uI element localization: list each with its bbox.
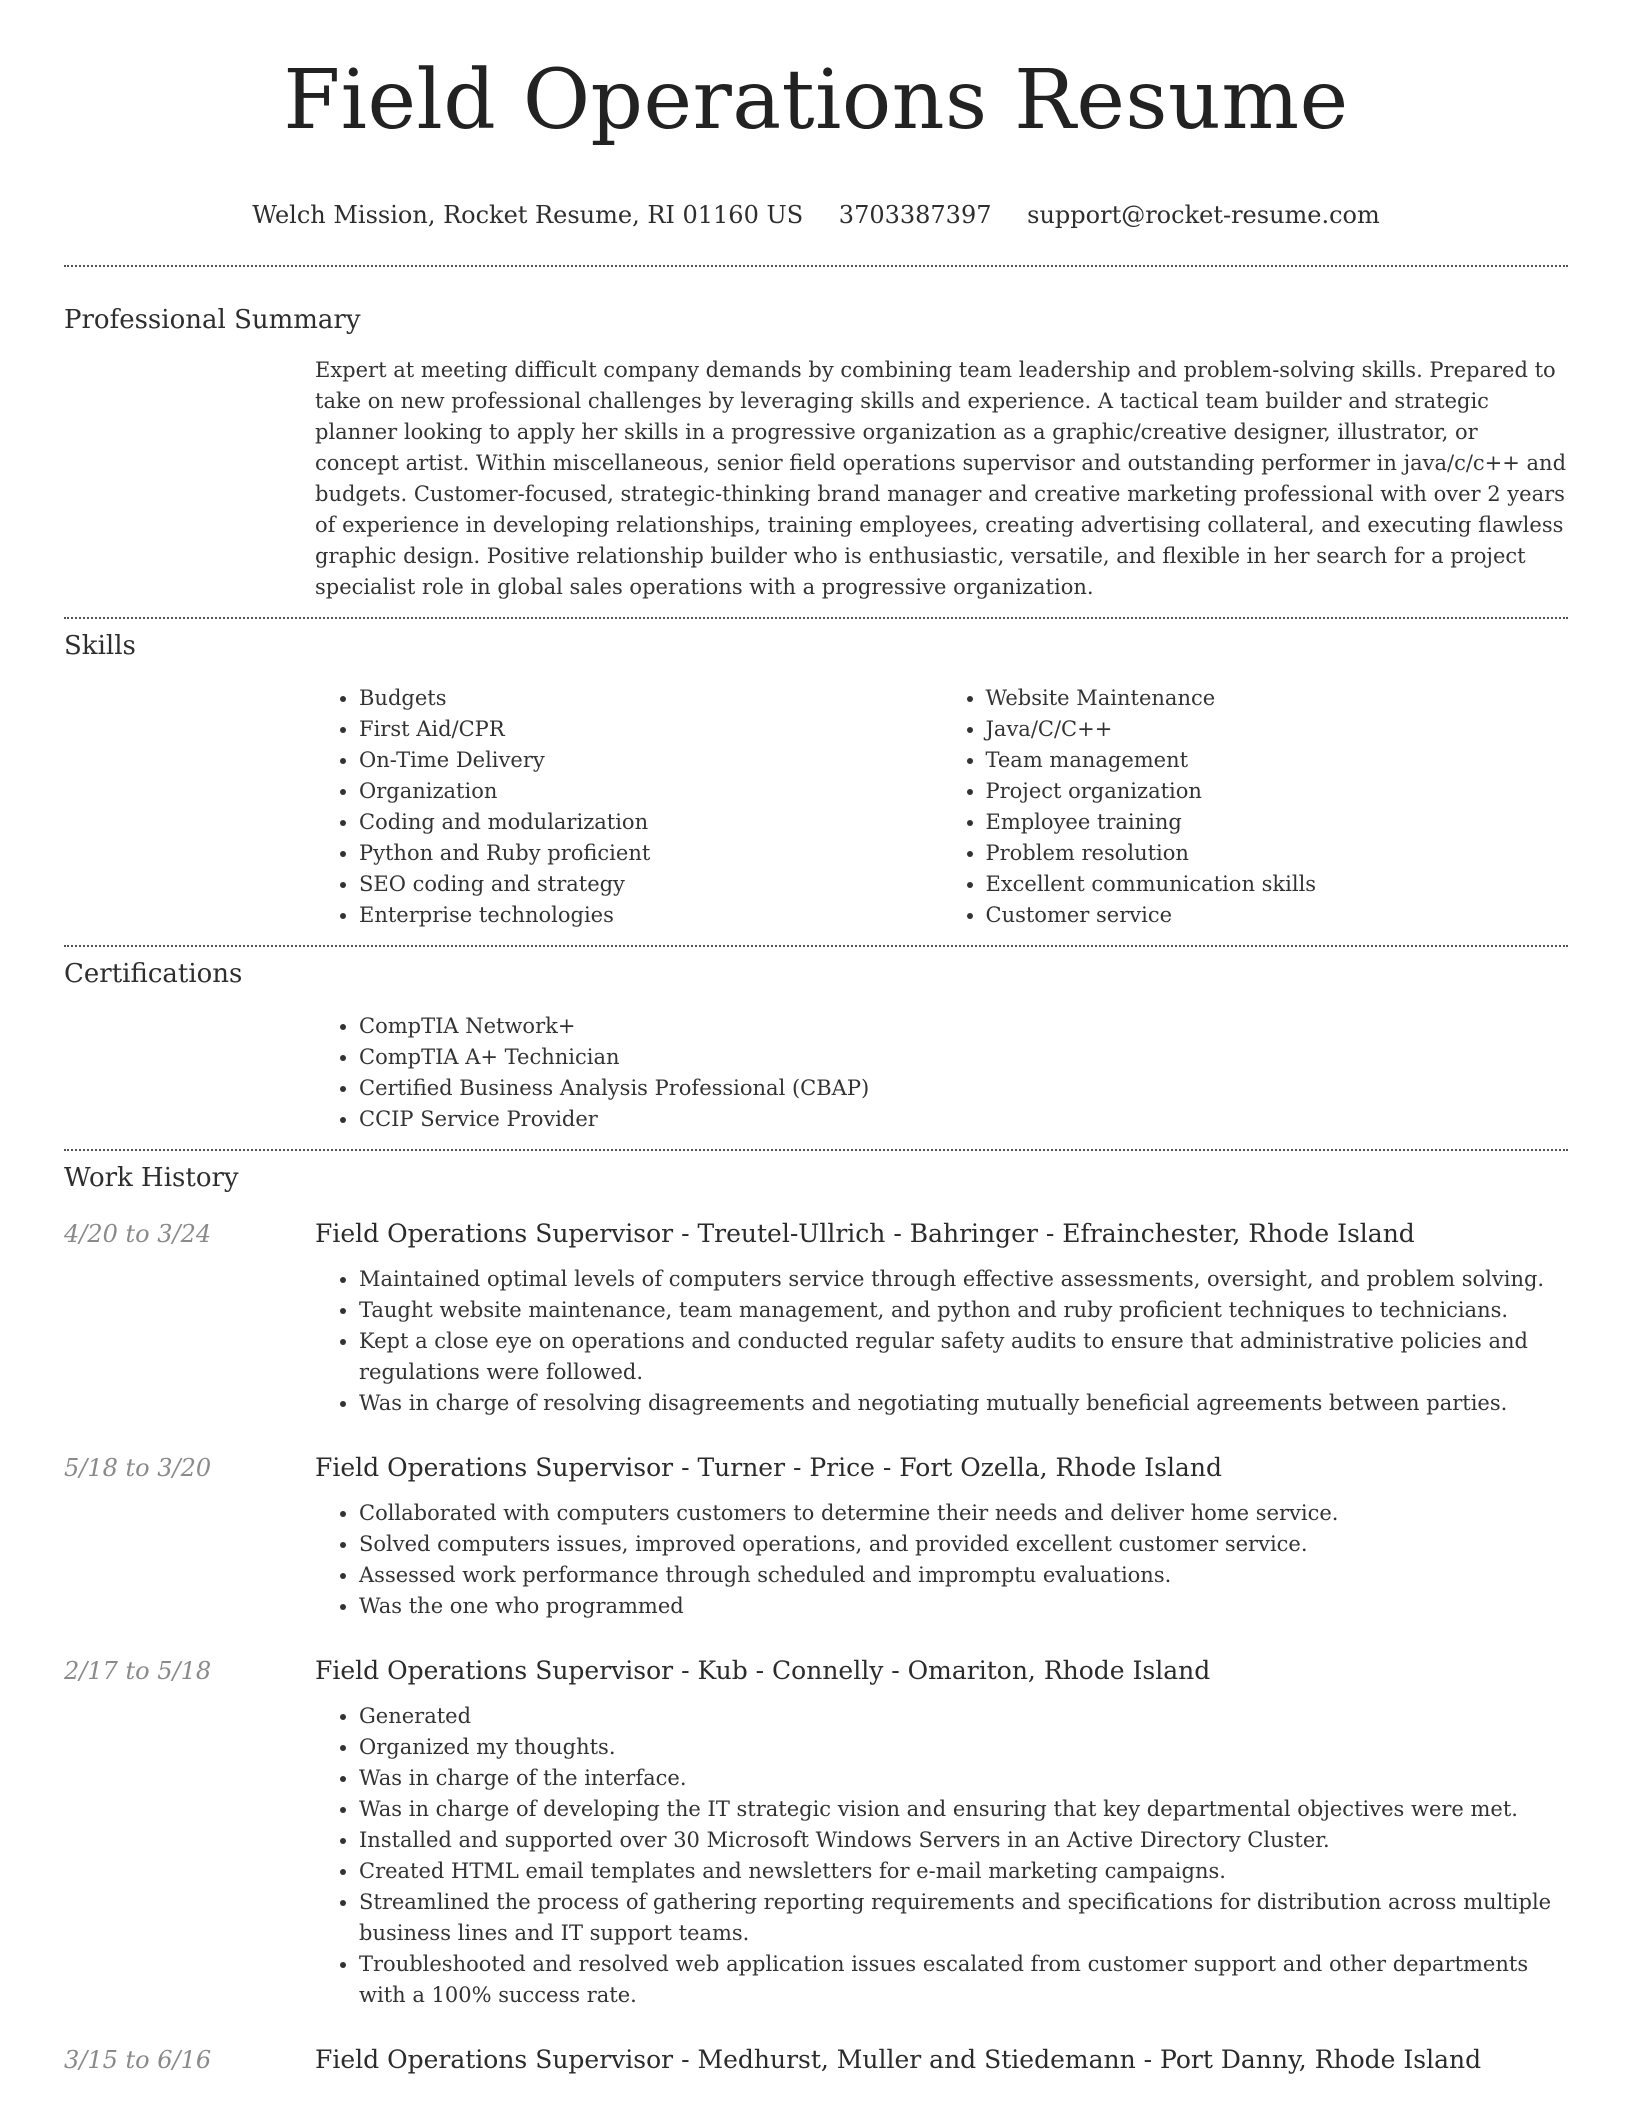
job-entry	[64, 1656, 1568, 2011]
job-header	[64, 2045, 1568, 2074]
job-title: Field Operations Supervisor - Turner - Price - Fort Ozella, Rhode Island	[315, 1452, 1222, 1482]
certification-item: • CCIP Service Provider	[359, 1104, 1568, 1135]
certification-item: • CompTIA A+ Technician	[359, 1042, 1568, 1073]
job-bullet: • Troubleshooted and resolved web application issues escalated from customer support and other departments with a 100% success rate.	[359, 1949, 1568, 2011]
job-bullet: • Collaborated with computers customers to determine their needs and deliver home service.	[359, 1498, 1568, 1529]
skills-heading: Skills	[64, 630, 136, 661]
work-history-heading: Work History	[64, 1162, 239, 1193]
job-bullet: • Was in charge of the interface.	[359, 1763, 1568, 1794]
contact-address: Welch Mission, Rocket Resume, RI 01160 US	[252, 200, 804, 229]
job-entry	[64, 1453, 1568, 1622]
job-bullet: • Installed and supported over 30 Microsoft Windows Servers in an Active Directory Cluster.	[359, 1825, 1568, 1856]
job-dates: 3/15 to 6/16	[64, 2045, 212, 2074]
summary-section	[64, 305, 1568, 603]
skills-list-left	[315, 683, 942, 931]
job-bullet: • Taught website maintenance, team management, and python and ruby proficient techniques to technicians.	[359, 1295, 1568, 1326]
divider	[64, 617, 1568, 619]
skill-item: • First Aid/CPR	[359, 714, 942, 745]
skill-item: • Problem resolution	[986, 838, 1569, 869]
job-header	[64, 1656, 1568, 1685]
job-bullet: • Assessed work performance through scheduled and impromptu evaluations.	[359, 1560, 1568, 1591]
skill-item: • Employee training	[986, 807, 1569, 838]
job-entry	[64, 1219, 1568, 1419]
skill-item: • Java/C/C++	[986, 714, 1569, 745]
skill-item: • Customer service	[986, 900, 1569, 931]
skill-item: • Organization	[359, 776, 942, 807]
contact-line	[64, 201, 1568, 229]
contact-phone: 3703387397	[838, 200, 992, 229]
job-title: Field Operations Supervisor - Kub - Connelly - Omariton, Rhode Island	[315, 1655, 1211, 1685]
job-title: Field Operations Supervisor - Treutel-Ullrich - Bahringer - Efrainchester, Rhode Island	[315, 1218, 1415, 1248]
skill-item: • Budgets	[359, 683, 942, 714]
job-bullet: • Kept a close eye on operations and conducted regular safety audits to ensure that administrative policies and regulations were followed.	[359, 1326, 1568, 1388]
divider	[64, 265, 1568, 267]
job-bullet: • Created HTML email templates and newsletters for e-mail marketing campaigns.	[359, 1856, 1568, 1887]
job-bullet: • Streamlined the process of gathering reporting requirements and specifications for distribution across multiple business lines and IT support teams.	[359, 1887, 1568, 1949]
certifications-list	[315, 1011, 1568, 1135]
resume-page	[64, 0, 1568, 2074]
job-dates: 2/17 to 5/18	[64, 1656, 212, 1685]
job-entry	[64, 2045, 1568, 2074]
job-bullet: • Was in charge of resolving disagreements and negotiating mutually beneficial agreements between parties.	[359, 1388, 1568, 1419]
skill-item: • Enterprise technologies	[359, 900, 942, 931]
job-bullets	[315, 1264, 1568, 1419]
certifications-heading: Certifications	[64, 958, 243, 989]
divider	[64, 945, 1568, 947]
skill-item: • SEO coding and strategy	[359, 869, 942, 900]
job-bullet: • Generated	[359, 1701, 1568, 1732]
certification-item: • CompTIA Network+	[359, 1011, 1568, 1042]
job-bullet: • Solved computers issues, improved operations, and provided excellent customer service.	[359, 1529, 1568, 1560]
skill-item: • On-Time Delivery	[359, 745, 942, 776]
summary-text: Expert at meeting difficult company demands by combining team leadership and problem-solving skills. Prepared to take on new professional challenges by leveraging skills and experience. A tactical team builder and strategic planner looking to apply her skills in a progressive organization as a graphic/creative designer, illustrator, or concept artist. Within miscellaneous, senior field operations supervisor and outstanding performer in java/c/c++ and budgets. Customer-focused, strategic-thinking brand manager and creative marketing professional with over 2 years of experience in developing relationships, training employees, creating advertising collateral, and executing flawless graphic design. Positive relationship builder who is enthusiastic, versatile, and flexible in her search for a project specialist role in global sales operations with a progressive organization.	[315, 357, 1567, 599]
skills-list-right	[942, 683, 1569, 931]
job-dates: 4/20 to 3/24	[64, 1219, 212, 1248]
divider	[64, 1149, 1568, 1151]
summary-heading: Professional Summary	[64, 304, 361, 335]
job-bullet: • Was in charge of developing the IT strategic vision and ensuring that key departmental objectives were met.	[359, 1794, 1568, 1825]
job-bullet: • Organized my thoughts.	[359, 1732, 1568, 1763]
job-bullets	[315, 1498, 1568, 1622]
job-title: Field Operations Supervisor - Medhurst, Muller and Stiedemann - Port Danny, Rhode Island	[315, 2044, 1482, 2074]
skill-item: • Team management	[986, 745, 1569, 776]
certifications-section	[64, 959, 1568, 1135]
skill-item: • Project organization	[986, 776, 1569, 807]
skill-item: • Python and Ruby proficient	[359, 838, 942, 869]
job-dates: 5/18 to 3/20	[64, 1453, 212, 1482]
skills-section	[64, 631, 1568, 931]
contact-email: support@rocket-resume.com	[1027, 200, 1380, 229]
skill-item: • Website Maintenance	[986, 683, 1569, 714]
skills-columns	[315, 683, 1568, 931]
job-header	[64, 1453, 1568, 1482]
skill-item: • Excellent communication skills	[986, 869, 1569, 900]
job-bullets	[315, 1701, 1568, 2011]
job-header	[64, 1219, 1568, 1248]
job-bullet: • Was the one who programmed	[359, 1591, 1568, 1622]
resume-title: Field Operations Resume	[283, 53, 1349, 148]
job-bullet: • Maintained optimal levels of computers service through effective assessments, oversight, and problem solving.	[359, 1264, 1568, 1295]
skill-item: • Coding and modularization	[359, 807, 942, 838]
work-history-section	[64, 1163, 1568, 2074]
certification-item: • Certified Business Analysis Professional (CBAP)	[359, 1073, 1568, 1104]
